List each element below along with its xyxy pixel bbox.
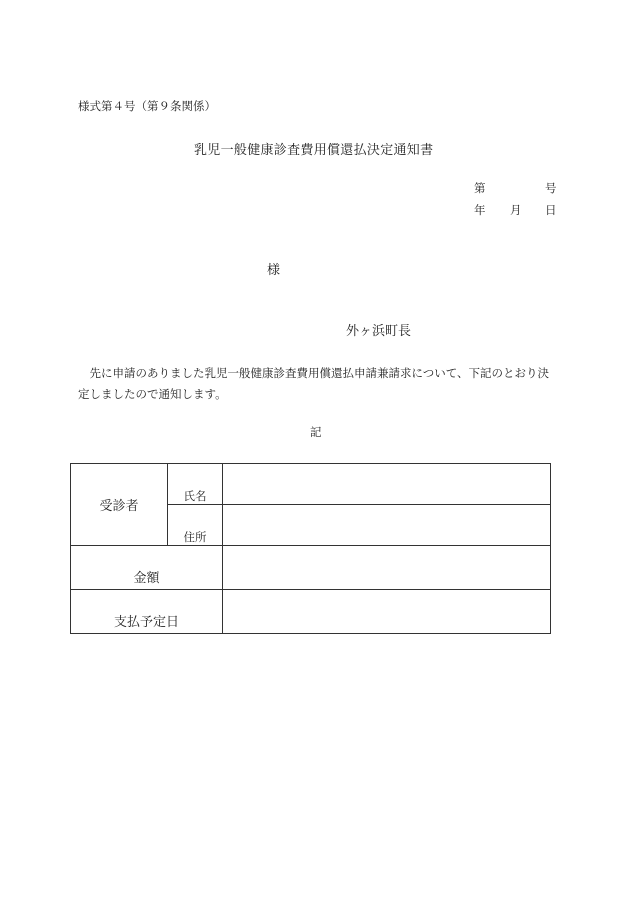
- doc-number-prefix: 第: [474, 181, 486, 195]
- date-month: 月: [510, 203, 522, 217]
- examinee-label: 受診者: [71, 464, 168, 546]
- ki-heading: 記: [310, 425, 322, 439]
- form-reference: 様式第４号（第９条関係）: [78, 99, 216, 113]
- date-year: 年: [474, 203, 486, 217]
- address-label: 住所: [168, 505, 223, 546]
- notice-body: 先に申請のありました乳児一般健康診査費用償還払申請兼請求について、下記のとおり決定しましたので通知します。: [78, 366, 550, 401]
- date-day: 日: [545, 203, 557, 217]
- document-title: 乳児一般健康診査費用償還払決定通知書: [194, 143, 434, 158]
- table-row: [71, 464, 551, 505]
- amount-value-cell[interactable]: [223, 546, 551, 590]
- recipient-honorific: 様: [267, 263, 281, 278]
- table-row: [71, 546, 551, 590]
- payment-date-label: 支払予定日: [71, 590, 223, 634]
- address-value-cell[interactable]: [223, 505, 551, 546]
- doc-number-suffix: 号: [545, 181, 557, 195]
- payment-date-value-cell[interactable]: [223, 590, 551, 634]
- amount-label: 金額: [71, 546, 223, 590]
- issuer-name: 外ヶ浜町長: [346, 324, 412, 339]
- table-row: [71, 590, 551, 634]
- detail-table: [70, 463, 551, 634]
- name-label: 氏名: [168, 464, 223, 505]
- name-value-cell[interactable]: [223, 464, 551, 505]
